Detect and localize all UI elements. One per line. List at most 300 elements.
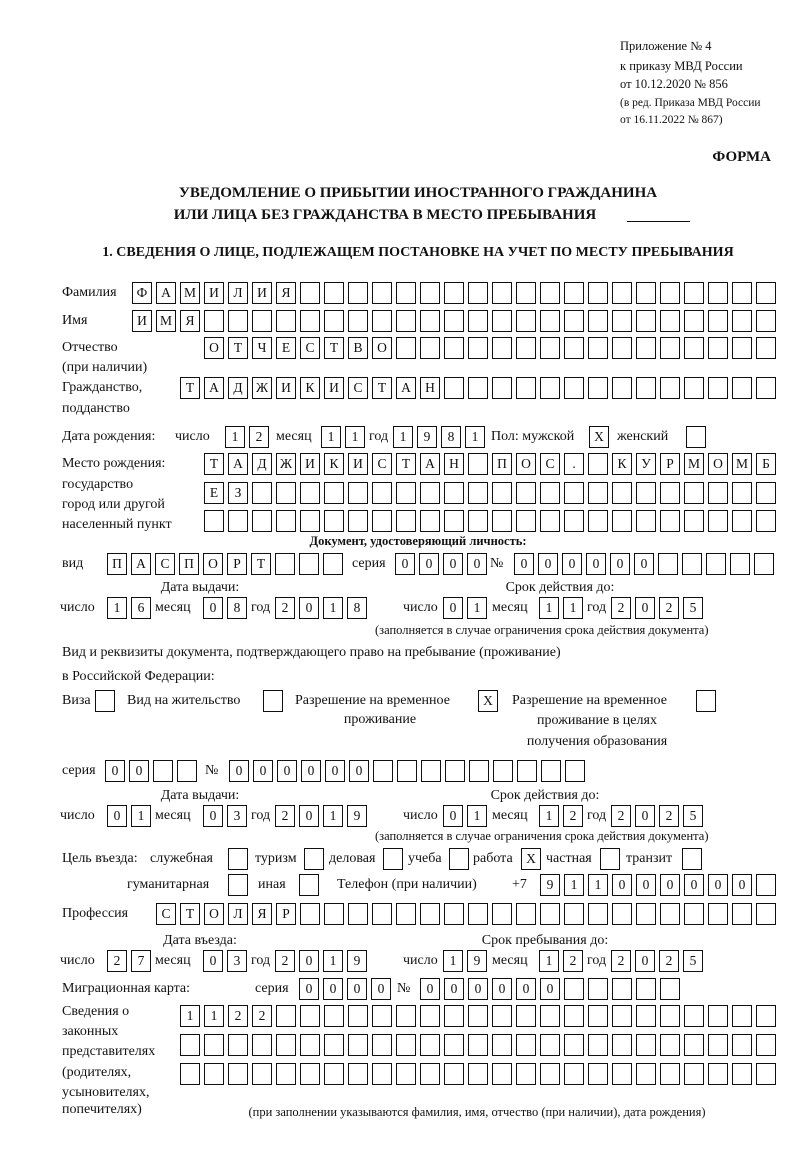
char-box-representatives-value[interactable] [732,1063,752,1085]
checkbox-purpose-options-0-value[interactable] [228,848,248,870]
char-box-profession-value[interactable] [708,903,728,925]
char-box-residence-doc-valid-day[interactable]: 1 [467,805,487,827]
char-box-residence-doc-issued-year[interactable]: 9 [347,805,367,827]
char-box-surname-value[interactable] [540,282,560,304]
char-box-representatives-value[interactable] [324,1034,344,1056]
char-box-representatives-value[interactable] [588,1063,608,1085]
char-box-profession-value[interactable]: С [156,903,176,925]
char-box-residence-doc-number[interactable] [421,760,441,782]
checkbox-sex-female[interactable] [686,426,706,448]
char-box-surname-value[interactable] [420,282,440,304]
char-box-patronymic-value[interactable] [588,337,608,359]
char-box-migration-card-number[interactable]: 0 [468,978,488,1000]
char-box-representatives-value[interactable] [204,1063,224,1085]
char-box-profession-value[interactable] [540,903,560,925]
char-box-name-value[interactable] [324,310,344,332]
char-box-profession-value[interactable] [372,903,392,925]
char-box-name-value[interactable] [588,310,608,332]
char-box-stay-until-year[interactable]: 0 [635,950,655,972]
char-box-birth-place-value[interactable] [324,482,344,504]
char-box-profession-value[interactable] [516,903,536,925]
char-box-birth-place-value[interactable] [540,482,560,504]
char-box-birth-date-year[interactable]: 9 [417,426,437,448]
char-box-stay-until-month[interactable]: 2 [563,950,583,972]
char-box-name-value[interactable] [444,310,464,332]
char-box-representatives-value[interactable] [612,1034,632,1056]
char-box-patronymic-value[interactable]: Т [324,337,344,359]
char-box-migration-card-series[interactable]: 0 [323,978,343,1000]
char-box-residence-doc-number[interactable] [469,760,489,782]
char-box-representatives-value[interactable] [564,1034,584,1056]
char-box-entry-date-day[interactable]: 2 [107,950,127,972]
char-box-birth-place-value[interactable] [516,482,536,504]
char-box-entry-date-month[interactable]: 0 [203,950,223,972]
char-box-citizenship-value[interactable] [492,377,512,399]
checkbox-purpose-options-6-value[interactable] [682,848,702,870]
char-box-birth-place-value[interactable] [636,482,656,504]
char-box-residence-doc-issued-year[interactable]: 2 [275,805,295,827]
char-box-residence-doc-number[interactable] [373,760,393,782]
char-box-birth-place-value[interactable] [420,482,440,504]
char-box-identity-doc-type[interactable]: П [179,553,199,575]
char-box-birth-place-value[interactable] [708,482,728,504]
char-box-birth-place-value[interactable] [540,510,560,532]
char-box-residence-doc-number[interactable]: 0 [229,760,249,782]
char-box-profession-value[interactable]: Р [276,903,296,925]
char-box-representatives-value[interactable] [732,1005,752,1027]
char-box-identity-doc-issued-year[interactable]: 8 [347,597,367,619]
char-box-patronymic-value[interactable]: О [204,337,224,359]
char-box-profession-value[interactable] [660,903,680,925]
char-box-name-value[interactable]: Я [180,310,200,332]
char-box-identity-doc-series[interactable]: 0 [419,553,439,575]
char-box-birth-place-value[interactable] [252,482,272,504]
char-box-identity-doc-type[interactable]: О [203,553,223,575]
char-box-residence-doc-issued-year[interactable]: 1 [323,805,343,827]
checkbox-residence-doc-temp[interactable]: X [478,690,498,712]
char-box-patronymic-value[interactable] [444,337,464,359]
char-box-birth-place-value[interactable]: У [636,453,656,475]
char-box-name-value[interactable] [276,310,296,332]
char-box-citizenship-value[interactable]: Ж [252,377,272,399]
char-box-representatives-value[interactable] [348,1063,368,1085]
char-box-surname-value[interactable]: И [252,282,272,304]
char-box-citizenship-value[interactable] [540,377,560,399]
char-box-representatives-value[interactable] [516,1034,536,1056]
char-box-patronymic-value[interactable] [516,337,536,359]
char-box-representatives-value[interactable] [372,1063,392,1085]
char-box-migration-card-number[interactable]: 0 [516,978,536,1000]
char-box-identity-doc-number[interactable] [658,553,678,575]
char-box-birth-place-value[interactable] [636,510,656,532]
char-box-birth-place-value[interactable]: А [420,453,440,475]
char-box-identity-doc-valid-month[interactable]: 1 [539,597,559,619]
char-box-residence-doc-number[interactable]: 0 [301,760,321,782]
char-box-birth-place-value[interactable] [732,482,752,504]
char-box-name-value[interactable]: М [156,310,176,332]
char-box-surname-value[interactable] [348,282,368,304]
char-box-phone-value[interactable]: 0 [684,874,704,896]
char-box-patronymic-value[interactable]: Т [228,337,248,359]
char-box-birth-place-value[interactable] [492,510,512,532]
char-box-representatives-value[interactable] [276,1063,296,1085]
char-box-surname-value[interactable] [636,282,656,304]
char-box-representatives-value[interactable] [204,1034,224,1056]
char-box-representatives-value[interactable] [636,1005,656,1027]
char-box-surname-value[interactable]: М [180,282,200,304]
char-box-surname-value[interactable] [396,282,416,304]
char-box-residence-doc-valid-year[interactable]: 5 [683,805,703,827]
char-box-identity-doc-number[interactable]: 0 [634,553,654,575]
char-box-phone-value[interactable]: 0 [708,874,728,896]
char-box-profession-value[interactable] [420,903,440,925]
char-box-representatives-value[interactable] [732,1034,752,1056]
char-box-birth-place-value[interactable]: Н [444,453,464,475]
char-box-citizenship-value[interactable]: И [324,377,344,399]
char-box-representatives-value[interactable] [660,1005,680,1027]
char-box-representatives-value[interactable] [660,1034,680,1056]
char-box-name-value[interactable] [564,310,584,332]
char-box-surname-value[interactable] [684,282,704,304]
char-box-patronymic-value[interactable] [468,337,488,359]
char-box-patronymic-value[interactable] [708,337,728,359]
char-box-stay-until-year[interactable]: 2 [659,950,679,972]
char-box-representatives-value[interactable] [348,1034,368,1056]
char-box-residence-doc-issued-day[interactable]: 0 [107,805,127,827]
char-box-birth-place-value[interactable] [276,482,296,504]
char-box-identity-doc-number[interactable]: 0 [610,553,630,575]
char-box-residence-doc-number[interactable]: 0 [349,760,369,782]
char-box-birth-place-value[interactable] [444,510,464,532]
char-box-phone-value[interactable]: 0 [732,874,752,896]
char-box-entry-date-year[interactable]: 0 [299,950,319,972]
char-box-citizenship-value[interactable]: Д [228,377,248,399]
char-box-surname-value[interactable] [564,282,584,304]
char-box-representatives-value[interactable] [396,1005,416,1027]
checkbox-purpose-options-8-value[interactable] [299,874,319,896]
char-box-identity-doc-issued-month[interactable]: 0 [203,597,223,619]
char-box-residence-doc-valid-month[interactable]: 2 [563,805,583,827]
char-box-migration-card-number[interactable]: 0 [540,978,560,1000]
char-box-birth-place-value[interactable]: . [564,453,584,475]
char-box-patronymic-value[interactable]: Ч [252,337,272,359]
char-box-stay-until-day[interactable]: 9 [467,950,487,972]
char-box-birth-date-year[interactable]: 1 [393,426,413,448]
char-box-identity-doc-series[interactable]: 0 [395,553,415,575]
char-box-representatives-value[interactable] [324,1063,344,1085]
char-box-representatives-value[interactable] [468,1005,488,1027]
char-box-phone-value[interactable]: 1 [588,874,608,896]
char-box-residence-doc-number[interactable] [517,760,537,782]
char-box-birth-place-value[interactable] [588,453,608,475]
char-box-name-value[interactable] [252,310,272,332]
char-box-representatives-value[interactable] [300,1005,320,1027]
char-box-identity-doc-issued-year[interactable]: 2 [275,597,295,619]
char-box-patronymic-value[interactable]: С [300,337,320,359]
char-box-birth-place-value[interactable]: Е [204,482,224,504]
char-box-birth-place-value[interactable]: З [228,482,248,504]
char-box-migration-card-series[interactable]: 0 [347,978,367,1000]
char-box-profession-value[interactable] [300,903,320,925]
char-box-profession-value[interactable]: Я [252,903,272,925]
char-box-name-value[interactable]: И [132,310,152,332]
char-box-migration-card-number[interactable] [660,978,680,1000]
char-box-citizenship-value[interactable]: С [348,377,368,399]
char-box-identity-doc-issued-year[interactable]: 0 [299,597,319,619]
char-box-phone-value[interactable]: 9 [540,874,560,896]
char-box-representatives-value[interactable] [708,1034,728,1056]
char-box-patronymic-value[interactable] [660,337,680,359]
char-box-citizenship-value[interactable] [660,377,680,399]
char-box-birth-place-value[interactable] [492,482,512,504]
char-box-birth-date-month[interactable]: 1 [345,426,365,448]
char-box-birth-place-value[interactable] [468,482,488,504]
char-box-profession-value[interactable] [756,903,776,925]
char-box-representatives-value[interactable] [252,1034,272,1056]
char-box-patronymic-value[interactable]: Е [276,337,296,359]
char-box-surname-value[interactable] [612,282,632,304]
char-box-identity-doc-series[interactable]: 0 [467,553,487,575]
char-box-identity-doc-valid-day[interactable]: 1 [467,597,487,619]
char-box-birth-place-value[interactable] [684,482,704,504]
char-box-identity-doc-number[interactable]: 0 [586,553,606,575]
char-box-residence-doc-number[interactable]: 0 [277,760,297,782]
char-box-surname-value[interactable] [660,282,680,304]
char-box-birth-place-value[interactable]: И [300,453,320,475]
char-box-residence-doc-issued-year[interactable]: 0 [299,805,319,827]
char-box-birth-place-value[interactable]: Т [396,453,416,475]
char-box-stay-until-day[interactable]: 1 [443,950,463,972]
char-box-birth-place-value[interactable] [396,510,416,532]
char-box-stay-until-year[interactable]: 5 [683,950,703,972]
char-box-representatives-value[interactable] [444,1034,464,1056]
checkbox-purpose-options-2-value[interactable] [383,848,403,870]
char-box-representatives-value[interactable] [684,1005,704,1027]
char-box-representatives-value[interactable] [540,1005,560,1027]
char-box-name-value[interactable] [660,310,680,332]
char-box-residence-doc-number[interactable] [541,760,561,782]
checkbox-residence-doc-visa[interactable] [95,690,115,712]
char-box-stay-until-year[interactable]: 2 [611,950,631,972]
char-box-representatives-value[interactable] [492,1005,512,1027]
char-box-patronymic-value[interactable] [732,337,752,359]
char-box-residence-doc-number[interactable]: 0 [325,760,345,782]
char-box-birth-place-value[interactable] [252,510,272,532]
char-box-migration-card-number[interactable]: 0 [420,978,440,1000]
char-box-name-value[interactable] [396,310,416,332]
char-box-residence-doc-valid-year[interactable]: 2 [611,805,631,827]
char-box-phone-value[interactable]: 0 [612,874,632,896]
char-box-birth-place-value[interactable]: Ж [276,453,296,475]
char-box-surname-value[interactable]: И [204,282,224,304]
checkbox-residence-doc-edu[interactable] [696,690,716,712]
char-box-residence-doc-number[interactable] [493,760,513,782]
char-box-citizenship-value[interactable] [516,377,536,399]
char-box-identity-doc-issued-year[interactable]: 1 [323,597,343,619]
char-box-surname-value[interactable] [588,282,608,304]
char-box-birth-place-value[interactable]: С [540,453,560,475]
char-box-patronymic-value[interactable]: О [372,337,392,359]
char-box-surname-value[interactable] [372,282,392,304]
char-box-name-value[interactable] [612,310,632,332]
char-box-representatives-value[interactable] [540,1034,560,1056]
char-box-phone-value[interactable]: 1 [564,874,584,896]
char-box-residence-doc-number[interactable] [445,760,465,782]
char-box-representatives-value[interactable] [756,1005,776,1027]
char-box-birth-place-value[interactable]: М [684,453,704,475]
char-box-identity-doc-type[interactable]: Р [227,553,247,575]
char-box-identity-doc-number[interactable]: 0 [538,553,558,575]
char-box-entry-date-year[interactable]: 1 [323,950,343,972]
char-box-representatives-value[interactable] [324,1005,344,1027]
char-box-representatives-value[interactable] [756,1063,776,1085]
char-box-birth-place-value[interactable] [684,510,704,532]
char-box-name-value[interactable] [684,310,704,332]
checkbox-sex-male[interactable]: X [589,426,609,448]
char-box-birth-place-value[interactable] [660,482,680,504]
char-box-representatives-value[interactable] [684,1034,704,1056]
char-box-birth-place-value[interactable]: С [372,453,392,475]
char-box-birth-place-value[interactable] [348,482,368,504]
char-box-profession-value[interactable] [444,903,464,925]
char-box-surname-value[interactable] [492,282,512,304]
char-box-representatives-value[interactable] [444,1063,464,1085]
char-box-identity-doc-type[interactable] [299,553,319,575]
char-box-residence-doc-valid-year[interactable]: 0 [635,805,655,827]
char-box-representatives-value[interactable] [492,1034,512,1056]
char-box-birth-place-value[interactable] [564,482,584,504]
char-box-surname-value[interactable]: Л [228,282,248,304]
char-box-name-value[interactable] [420,310,440,332]
char-box-birth-place-value[interactable] [420,510,440,532]
char-box-migration-card-number[interactable] [588,978,608,1000]
char-box-citizenship-value[interactable] [468,377,488,399]
char-box-representatives-value[interactable] [396,1063,416,1085]
char-box-name-value[interactable] [732,310,752,332]
char-box-representatives-value[interactable] [444,1005,464,1027]
char-box-representatives-value[interactable] [420,1063,440,1085]
char-box-birth-place-value[interactable]: М [732,453,752,475]
char-box-identity-doc-valid-year[interactable]: 0 [635,597,655,619]
char-box-patronymic-value[interactable] [420,337,440,359]
char-box-birth-place-value[interactable]: Т [204,453,224,475]
char-box-representatives-value[interactable] [468,1034,488,1056]
char-box-residence-doc-series[interactable] [153,760,173,782]
char-box-representatives-value[interactable]: 2 [228,1005,248,1027]
char-box-identity-doc-type[interactable] [275,553,295,575]
char-box-representatives-value[interactable] [636,1063,656,1085]
char-box-profession-value[interactable] [636,903,656,925]
char-box-surname-value[interactable]: Я [276,282,296,304]
char-box-birth-place-value[interactable] [756,510,776,532]
char-box-birth-place-value[interactable] [348,510,368,532]
char-box-profession-value[interactable] [468,903,488,925]
char-box-birth-date-day[interactable]: 2 [249,426,269,448]
char-box-representatives-value[interactable] [540,1063,560,1085]
char-box-identity-doc-number[interactable]: 0 [514,553,534,575]
char-box-representatives-value[interactable] [252,1063,272,1085]
char-box-identity-doc-valid-year[interactable]: 2 [659,597,679,619]
char-box-birth-place-value[interactable] [444,482,464,504]
char-box-representatives-value[interactable] [684,1063,704,1085]
char-box-citizenship-value[interactable] [732,377,752,399]
char-box-representatives-value[interactable]: 1 [180,1005,200,1027]
char-box-representatives-value[interactable] [276,1005,296,1027]
char-box-birth-place-value[interactable] [324,510,344,532]
char-box-birth-place-value[interactable]: П [492,453,512,475]
char-box-profession-value[interactable] [588,903,608,925]
char-box-representatives-value[interactable] [228,1034,248,1056]
char-box-residence-doc-issued-day[interactable]: 1 [131,805,151,827]
char-box-birth-place-value[interactable]: И [348,453,368,475]
char-box-citizenship-value[interactable] [708,377,728,399]
char-box-representatives-value[interactable] [468,1063,488,1085]
char-box-representatives-value[interactable] [348,1005,368,1027]
char-box-surname-value[interactable] [708,282,728,304]
char-box-birth-place-value[interactable]: К [612,453,632,475]
char-box-representatives-value[interactable] [660,1063,680,1085]
char-box-representatives-value[interactable] [372,1034,392,1056]
char-box-identity-doc-issued-month[interactable]: 8 [227,597,247,619]
char-box-migration-card-number[interactable] [636,978,656,1000]
char-box-surname-value[interactable]: Ф [132,282,152,304]
char-box-citizenship-value[interactable] [756,377,776,399]
char-box-identity-doc-type[interactable]: А [131,553,151,575]
char-box-citizenship-value[interactable]: И [276,377,296,399]
char-box-citizenship-value[interactable] [684,377,704,399]
char-box-residence-doc-series[interactable]: 0 [105,760,125,782]
char-box-profession-value[interactable] [564,903,584,925]
checkbox-purpose-options-5-value[interactable] [600,848,620,870]
char-box-patronymic-value[interactable] [396,337,416,359]
char-box-birth-place-value[interactable] [660,510,680,532]
char-box-surname-value[interactable] [300,282,320,304]
char-box-name-value[interactable] [300,310,320,332]
char-box-identity-doc-valid-year[interactable]: 2 [611,597,631,619]
checkbox-purpose-options-1-value[interactable] [304,848,324,870]
char-box-representatives-value[interactable] [708,1005,728,1027]
char-box-residence-doc-number[interactable]: 0 [253,760,273,782]
char-box-representatives-value[interactable] [612,1005,632,1027]
char-box-entry-date-year[interactable]: 2 [275,950,295,972]
char-box-name-value[interactable] [756,310,776,332]
char-box-birth-place-value[interactable] [588,482,608,504]
checkbox-purpose-options-3-value[interactable] [449,848,469,870]
char-box-birth-place-value[interactable] [612,482,632,504]
char-box-surname-value[interactable] [756,282,776,304]
char-box-residence-doc-number[interactable] [565,760,585,782]
char-box-residence-doc-valid-day[interactable]: 0 [443,805,463,827]
char-box-birth-place-value[interactable] [756,482,776,504]
char-box-identity-doc-number[interactable] [754,553,774,575]
char-box-patronymic-value[interactable] [612,337,632,359]
char-box-migration-card-number[interactable] [564,978,584,1000]
char-box-birth-date-month[interactable]: 1 [321,426,341,448]
char-box-citizenship-value[interactable] [564,377,584,399]
char-box-representatives-value[interactable] [516,1063,536,1085]
char-box-birth-place-value[interactable] [276,510,296,532]
char-box-representatives-value[interactable] [228,1063,248,1085]
char-box-patronymic-value[interactable] [756,337,776,359]
char-box-representatives-value[interactable] [756,1034,776,1056]
char-box-representatives-value[interactable] [612,1063,632,1085]
char-box-representatives-value[interactable] [300,1063,320,1085]
checkbox-purpose-options-4-value[interactable]: X [521,848,541,870]
char-box-residence-doc-issued-month[interactable]: 3 [227,805,247,827]
char-box-name-value[interactable] [468,310,488,332]
char-box-identity-doc-issued-day[interactable]: 1 [107,597,127,619]
char-box-birth-place-value[interactable] [708,510,728,532]
